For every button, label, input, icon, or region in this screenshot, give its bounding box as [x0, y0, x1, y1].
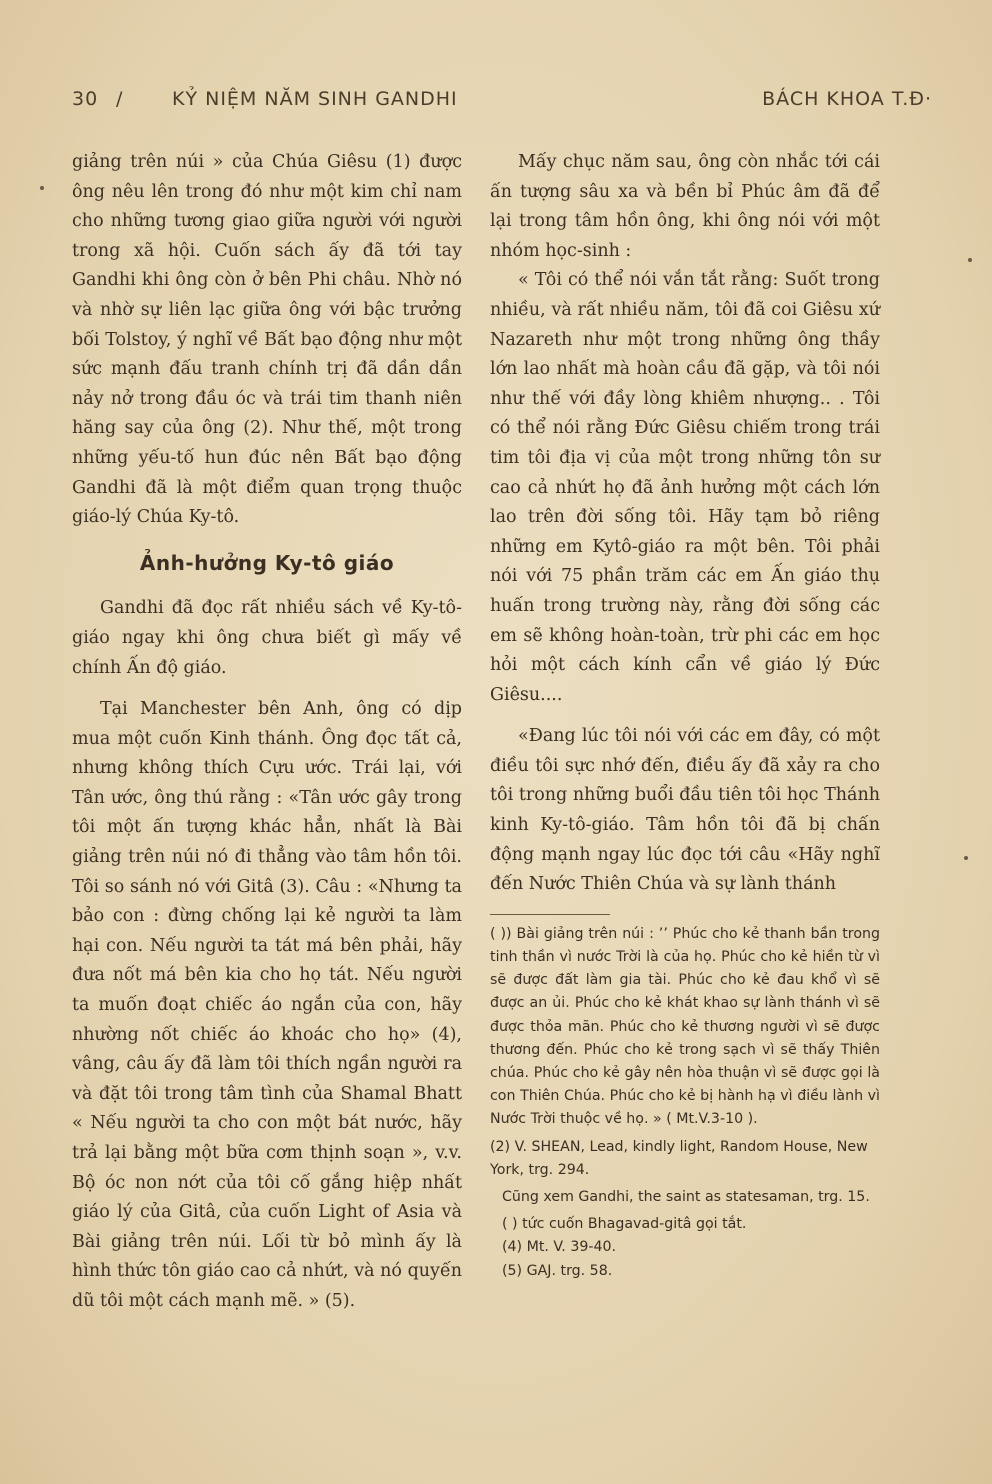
- section-heading: Ảnh-hưởng Ky-tô giáo: [139, 550, 395, 575]
- paragraph: Tại Manchester bên Anh, ông có dịp mua một cuốn Kinh thánh. Ông đọc tất cả, nhưng không thích Cựu ước. Trái lại, với Tân ước, ông thú rằng : «Tân ước gây trong tôi một ấn tượng khác hẳn, nhất là Bài giảng trên núi nó đi thẳng vào tâm hồn tôi. Tôi so sánh nó với Gitâ (3). Câu : «Nhưng ta bảo con : đừng chống lại kẻ người ta làm hại con. Nếu người ta tát má bên phải, hãy đưa nốt má bên kia cho họ tát. Nếu người ta muốn đoạt chiếc áo ngắn của con, hãy nhường nốt chiếc áo khoác cho họ» (4), vâng, câu ấy đã làm tôi thích ngần người ra và đặt tôi trong tâm tình của Shamal Bhatt « Nếu người ta cho con một bát nước, hãy trả lại bằng một bữa cơm thịnh soạn », v.v. Bộ óc non nớt của tôi cố gắng hiệp nhất giáo lý của Gitâ, của cuốn Light of Asia và Bài giảng trên núi. Lối từ bỏ mình ấy là hình thức tôn giáo cao cả nhứt, và nó quyến dũ tôi một cách mạnh mẽ. » (5).: [72, 699, 462, 1311]
- paragraph: «Đang lúc tôi nói với các em đây, có một điều tôi sực nhớ đến, điều ấy đã xảy ra cho tôi trong những buổi đầu tiên tôi học Thánh kinh Ky-tô-giáo. Tâm hồn tôi đã bị chấn động mạnh ngay lúc đọc tới câu «Hãy nghĩ đến Nước Thiên Chúa và sự lành thánh: [490, 726, 880, 895]
- publication-title: BÁCH KHOA T.Đ·: [762, 88, 932, 110]
- footnote: (5) GAJ. trg. 58.: [502, 1262, 613, 1279]
- paper-speck: [964, 856, 968, 860]
- page-header: [72, 88, 932, 118]
- paragraph: « Tôi có thể nói vắn tắt rằng: Suốt trong nhiều, và rất nhiều năm, tôi đã coi Giêsu xứ Nazareth như một trong những ông thầy lớn lao nhất mà hoàn cầu đã gặp, và tôi nói như thế với đầy lòng khiêm nhượng.. . Tôi có thể nói rằng Đức Giêsu chiếm trong trái tim tôi địa vị của một trong những tôn sư cao cả nhứt họ đã ảnh hưởng một cách lớn lao trên đời sống tôi. Hãy tạm bỏ riêng những em Kytô-giáo ra một bên. Tôi phải nói với 75 phần trăm các em Ấn giáo thụ huấn trong trường này, rằng đời sống các em sẽ không hoàn-toàn, trừ phi các em học hỏi một cách kính cẩn về giáo lý Đức Giêsu....: [490, 270, 880, 705]
- paper-speck: [40, 186, 44, 190]
- paragraph: Gandhi đã đọc rất nhiều sách về Ky-tô-giáo ngay khi ông chưa biết gì mấy về chính Ấn độ giáo.: [72, 598, 462, 678]
- paragraph: giảng trên núi » của Chúa Giêsu (1) được ông nêu lên trong đó như một kim chỉ nam cho những tương giao giữa người với người trong xã hội. Cuốn sách ấy đã tới tay Gandhi khi ông còn ở bên Phi châu. Nhờ nó và nhờ sự liên lạc giữa ông với bậc trưởng bối Tolstoy, ý nghĩ về Bất bạo động như một sức mạnh đấu tranh chính trị đã dần dần nảy nở trong đầu óc và trái tim thanh niên hăng say của ông (2). Như thế, một trong những yếu-tố hun đúc nên Bất bạo động Gandhi đã là một điểm quan trọng thuộc giáo-lý Chúa Ky-tô.: [72, 152, 462, 528]
- footnote: (4) Mt. V. 39-40.: [502, 1239, 617, 1256]
- page-number: 30: [72, 88, 99, 110]
- header-separator: /: [116, 88, 124, 110]
- footnotes: [490, 923, 880, 1283]
- right-column: [490, 148, 880, 1283]
- footnote-rule: [490, 914, 610, 915]
- paper-speck: [968, 258, 972, 262]
- running-title: KỶ NIỆM NĂM SINH GANDHI: [172, 88, 458, 110]
- left-column: [72, 148, 462, 1317]
- paragraph: Mấy chục năm sau, ông còn nhắc tới cái ấn tượng sâu xa và bền bỉ Phúc âm đã để lại trong tâm hồn ông, khi ông nói với một nhóm học-sinh :: [490, 152, 880, 261]
- footnote: Cũng xem Gandhi, the saint as statesaman, trg. 15.: [502, 1189, 870, 1206]
- footnote: ( ) tức cuốn Bhagavad-gitâ gọi tắt.: [502, 1216, 747, 1233]
- footnote: (2) V. SHEAN, Lead, kindly light, Random House, New York, trg. 294.: [490, 1138, 868, 1178]
- footnote: ( )) Bài giảng trên núi : ’’ Phúc cho kẻ thanh bần trong tinh thần vì nước Trời là của họ. Phúc cho kẻ hiền từ vì sẽ được đất làm gia tài. Phúc cho kẻ đau khổ vì sẽ được an ủi. Phúc cho kẻ khát khao sự lành thánh vì sẽ được thỏa mãn. Phúc cho kẻ thương người vì sẽ được thương đến. Phúc cho kẻ trong sạch vì sẽ thấy Thiên chúa. Phúc cho kẻ gây nên hòa thuận vì sẽ được gọi là con Thiên Chúa. Phúc cho kẻ bị hành hạ vì điều lành vì Nước Trời thuộc về họ. » ( Mt.V.3-10 ).: [490, 925, 880, 1128]
